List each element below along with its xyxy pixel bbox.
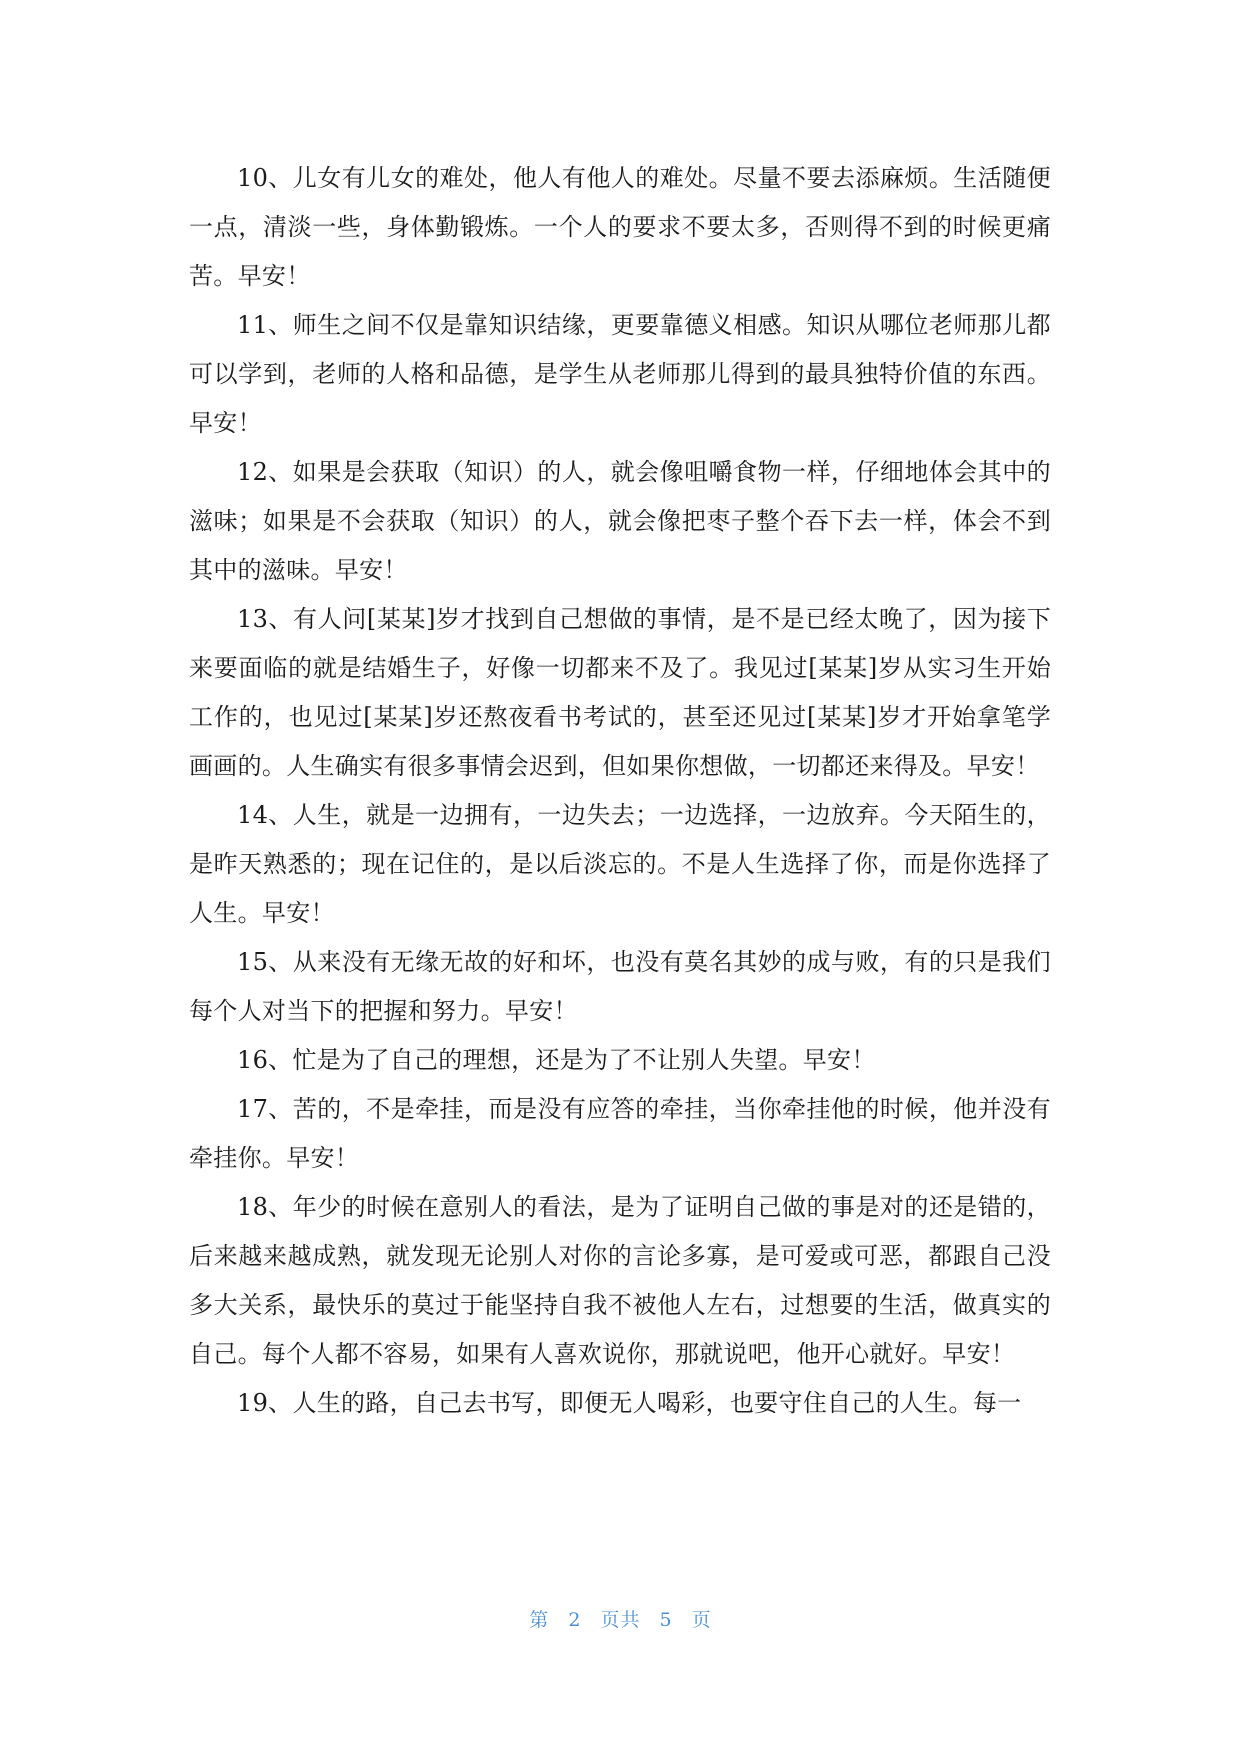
footer-label-ye-gong: 页共 — [600, 1609, 641, 1631]
footer-label-di: 第 — [529, 1609, 550, 1631]
paragraph-14: 14、人生，就是一边拥有，一边失去；一边选择，一边放弃。今天陌生的，是昨天熟悉的；现在记住的，是以后淡忘的。不是人生选择了你，而是你选择了人生。早安！ — [189, 801, 1051, 927]
paragraph-11: 11、师生之间不仅是靠知识结缘，更要靠德义相感。知识从哪位老师那儿都可以学到，老师的人格和品德，是学生从老师那儿得到的最具独特价值的东西。早安！ — [189, 311, 1051, 437]
page-footer — [0, 1605, 1241, 1632]
paragraph-16: 16、忙是为了自己的理想，还是为了不让别人失望。早安！ — [237, 1046, 876, 1074]
paragraph-15: 15、从来没有无缘无故的好和坏，也没有莫名其妙的成与败，有的只是我们每个人对当下的把握和努力。早安！ — [189, 948, 1051, 1025]
paragraph-18: 18、年少的时候在意别人的看法，是为了证明自己做的事是对的还是错的，后来越来越成熟，就发现无论别人对你的言论多寡，是可爱或可恶，都跟自己没多大关系，最快乐的莫过于能坚持自我不被他人左右，过想要的生活，做真实的自己。每个人都不容易，如果有人喜欢说你，那就说吧，他开心就好。早安！ — [189, 1193, 1051, 1368]
footer-label-ye: 页 — [691, 1609, 712, 1631]
paragraph-10: 10、儿女有儿女的难处，他人有他人的难处。尽量不要去添麻烦。生活随便一点，清淡一些，身体勤锻炼。一个人的要求不要太多，否则得不到的时候更痛苦。早安！ — [189, 164, 1051, 290]
paragraph-17: 17、苦的，不是牵挂，而是没有应答的牵挂，当你牵挂他的时候，他并没有牵挂你。早安！ — [189, 1095, 1051, 1172]
paragraph-13: 13、有人问[某某]岁才找到自己想做的事情，是不是已经太晚了，因为接下来要面临的就是结婚生子，好像一切都来不及了。我见过[某某]岁从实习生开始工作的，也见过[某某]岁还熬夜看书考试的，甚至还见过[某某]岁才开始拿笔学画画的。人生确实有很多事情会迟到，但如果你想做，一切都还来得及。早安！ — [189, 605, 1051, 780]
footer-current-page: 2 — [568, 1609, 582, 1631]
paragraph-19: 19、人生的路，自己去书写，即便无人喝彩，也要守住自己的人生。每一 — [237, 1389, 1022, 1417]
footer-total-pages: 5 — [659, 1609, 673, 1631]
document-body — [189, 154, 1051, 1428]
paragraph-12: 12、如果是会获取（知识）的人，就会像咀嚼食物一样，仔细地体会其中的滋味；如果是不会获取（知识）的人，就会像把枣子整个吞下去一样，体会不到其中的滋味。早安！ — [189, 458, 1051, 584]
